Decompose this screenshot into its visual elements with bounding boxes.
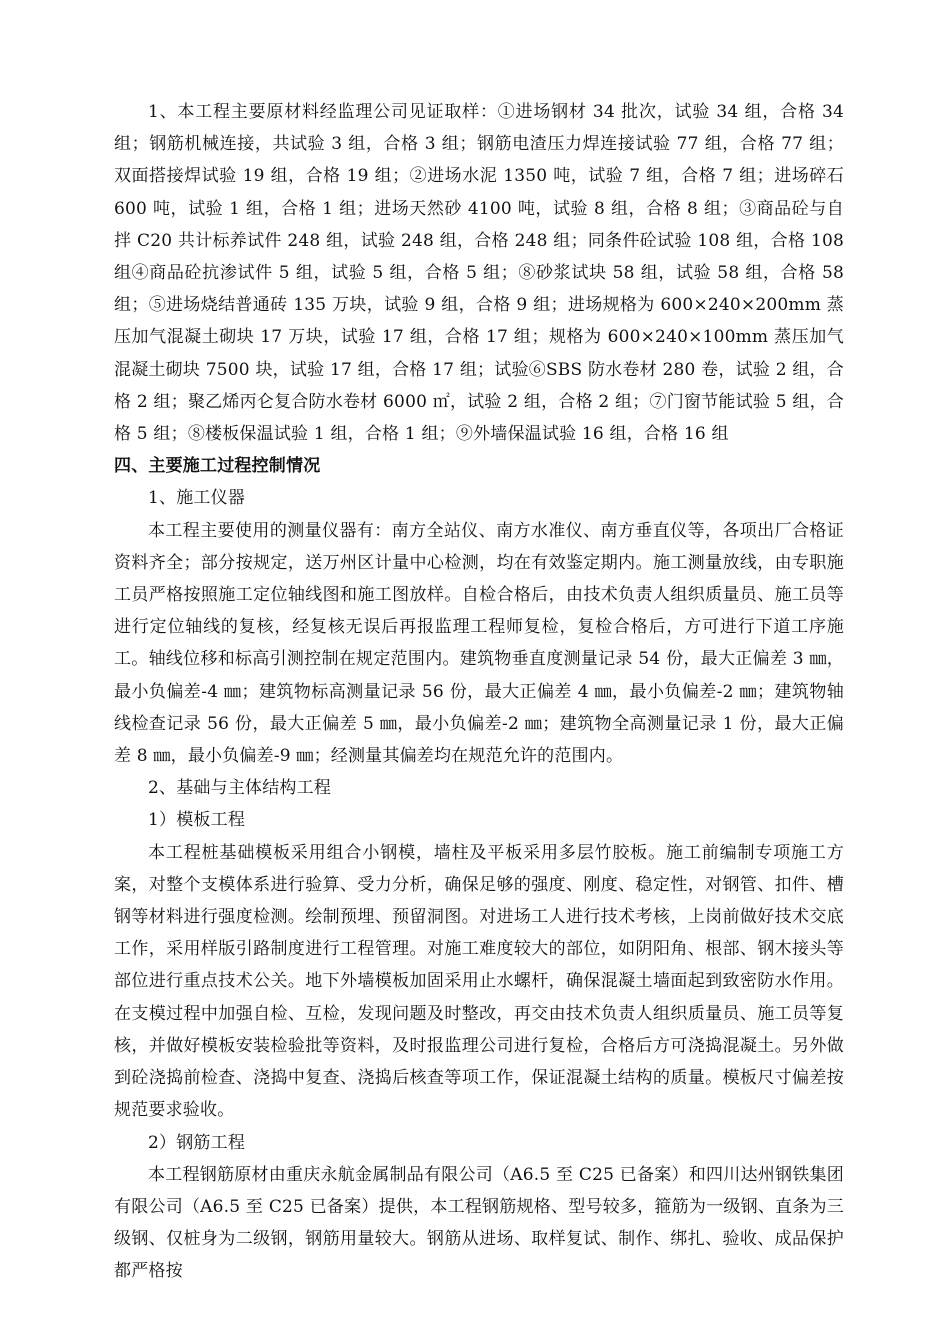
formwork-paragraph: 本工程桩基础模板采用组合小钢模，墙柱及平板采用多层竹胶板。施工前编制专项施工方案，对整个支模体系进行验算、受力分析，确保足够的强度、刚度、稳定性，对钢管、扣件、槽钢等材料进行强度检测。绘制预埋、预留洞图。对进场工人进行技术考核，上岗前做好技术交底工作，采用样版引路制度进行工程管理。对施工难度较大的部位，如阴阳角、根部、钢木接头等部位进行重点技术公关。地下外墙模板加固采用止水螺杆，确保混凝土墙面起到致密防水作用。在支模过程中加强自检、互检，发现问题及时整改，再交由技术负责人组织质量员、施工员等复核，并做好模板安装检验批等资料，及时报监理公司进行复检，合格后方可浇捣混凝土。另外做到砼浇捣前检查、浇捣中复查、浇捣后核查等项工作，保证混凝土结构的质量。模板尺寸偏差按规范要求验收。	[114, 842, 844, 1121]
subheading-rebar: 2）钢筋工程	[148, 1132, 246, 1153]
materials-paragraph: 1、本工程主要原材料经监理公司见证取样：①进场钢材 34 批次，试验 34 组，合格 34 组；钢筋机械连接，共试验 3 组，合格 3 组；钢筋电渣压力焊连接试验 77 组，合格 77 组；双面搭接焊试验 19 组，合格 19 组；②进场水泥 1350 吨，试验 7 组，合格 7 组；进场碎石 600 吨，试验 1 组，合格 1 组；进场天然砂 4100 吨，试验 8 组，合格 8 组；③商品砼与自拌 C20 共计标养试件 248 组，试验 248 组，合格 248 组；同条件砼试验 108 组，合格 108 组④商品砼抗渗试件 5 组，试验 5 组，合格 5 组；⑧砂浆试块 58 组，试验 58 组，合格 58 组；⑤进场烧结普通砖 135 万块，试验 9 组，合格 9 组；进场规格为 600×240×200mm 蒸压加气混凝土砌块 17 万块，试验 17 组，合格 17 组；规格为 600×240×100mm 蒸压加气混凝土砌块 7500 块，试验 17 组，合格 17 组；试验⑥SBS 防水卷材 280 卷，试验 2 组，合格 2 组；聚乙烯丙仑复合防水卷材 6000 ㎡，试验 2 组，合格 2 组；⑦门窗节能试验 5 组，合格 5 组；⑧楼板保温试验 1 组，合格 1 组；⑨外墙保温试验 16 组，合格 16 组	[114, 102, 844, 445]
document-body	[114, 96, 844, 1288]
section-heading-construction-control: 四、主要施工过程控制情况	[114, 456, 321, 477]
subheading-instruments: 1、施工仪器	[148, 488, 246, 509]
subheading-foundation-structure: 2、基础与主体结构工程	[148, 778, 332, 799]
instruments-paragraph: 本工程主要使用的测量仪器有：南方全站仪、南方水准仪、南方垂直仪等，各项出厂合格证资料齐全；部分按规定，送万州区计量中心检测，均在有效鉴定期内。施工测量放线，由专职施工员严格按照施工定位轴线图和施工图放样。自检合格后，由技术负责人组织质量员、施工员等进行定位轴线的复核，经复核无误后再报监理工程师复检，复检合格后，方可进行下道工序施工。轴线位移和标高引测控制在规定范围内。建筑物垂直度测量记录 54 份，最大正偏差 3 ㎜，最小负偏差-4 ㎜；建筑物标高测量记录 56 份，最大正偏差 4 ㎜，最小负偏差-2 ㎜；建筑物轴线检查记录 56 份，最大正偏差 5 ㎜，最小负偏差-2 ㎜；建筑物全高测量记录 1 份，最大正偏差 8 ㎜，最小负偏差-9 ㎜；经测量其偏差均在规范允许的范围内。	[114, 520, 844, 767]
subheading-formwork: 1）模板工程	[148, 810, 246, 831]
rebar-paragraph: 本工程钢筋原材由重庆永航金属制品有限公司（A6.5 至 C25 已备案）和四川达州钢铁集团有限公司（A6.5 至 C25 已备案）提供，本工程钢筋规格、型号较多，箍筋为一级钢、直条为三级钢、仅桩身为二级钢，钢筋用量较大。钢筋从进场、取样复试、制作、绑扎、验收、成品保护都严格按	[114, 1164, 844, 1282]
